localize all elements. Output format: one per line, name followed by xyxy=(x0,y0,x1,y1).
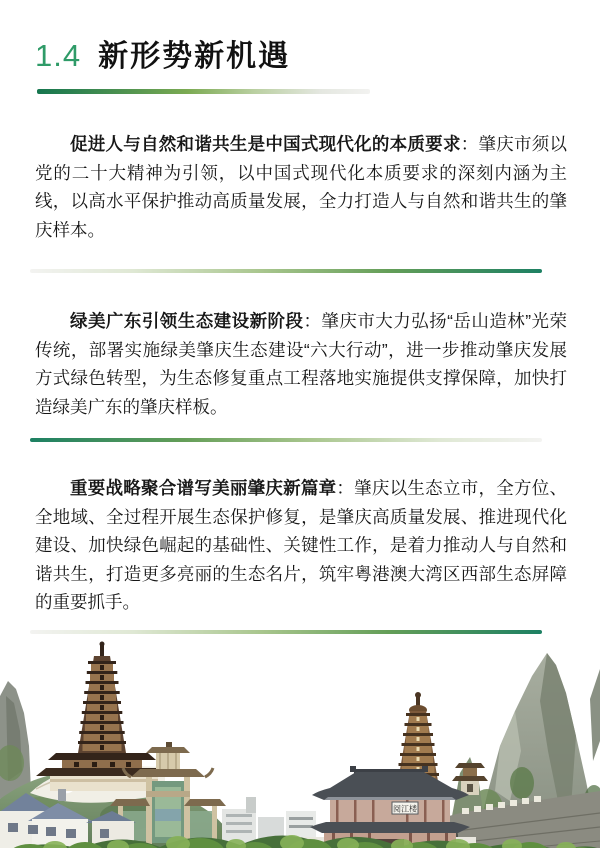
page-title: 新形势新机遇 xyxy=(98,40,291,73)
left-pagoda xyxy=(36,641,168,791)
paragraph-2-body: ：肇庆市大力弘扬“岳山造林”光荣传统，部署实施绿美肇庆生态建设“六大行动”，进一步推动肇庆发展方式绿色转型，为生态修复重点工程落地实施提供支撑保障，加快打造绿美广东的肇庆样板。 xyxy=(35,311,568,417)
paragraph-3 xyxy=(35,474,567,617)
section-header xyxy=(0,0,600,77)
paragraph-3-lead: 重要战略聚合谱写美丽肇庆新篇章 xyxy=(70,478,337,498)
section-divider-2 xyxy=(30,438,542,442)
paragraph-1-lead: 促进人与自然和谐共生是中国式现代化的本质要求 xyxy=(70,134,461,154)
left-crag xyxy=(0,681,31,799)
title-underline xyxy=(37,89,370,94)
paragraph-3-body: ：肇庆以生态立市，全方位、全地域、全过程开展生态保护修复，是肇庆高质量发展、推进现代化建设、加快绿色崛起的基础性、关键性工作，是着力推动人与自然和谐共生，打造更多亮丽的生态名片，筑牢粤港澳大湾区西部生态屏障的重要抓手。 xyxy=(35,478,568,612)
paragraph-2 xyxy=(35,307,567,421)
paragraph-1 xyxy=(35,130,567,244)
yuejiang-tower xyxy=(300,766,476,848)
paragraph-1-body: ：肇庆市须以党的二十大精神为引领，以中国式现代化本质要求的深刻内涵为主线，以高水平保护推动高质量发展，全力打造人与自然和谐共生的肇庆样本。 xyxy=(35,134,567,240)
building-sign-text: 阅江楼 xyxy=(393,804,417,813)
section-divider-3 xyxy=(30,630,542,634)
paragraph-2-lead: 绿美广东引领生态建设新阶段 xyxy=(70,311,304,331)
landmarks-illustration xyxy=(0,641,600,848)
section-number: 1.4 xyxy=(35,38,82,73)
section-divider-1 xyxy=(30,269,542,273)
